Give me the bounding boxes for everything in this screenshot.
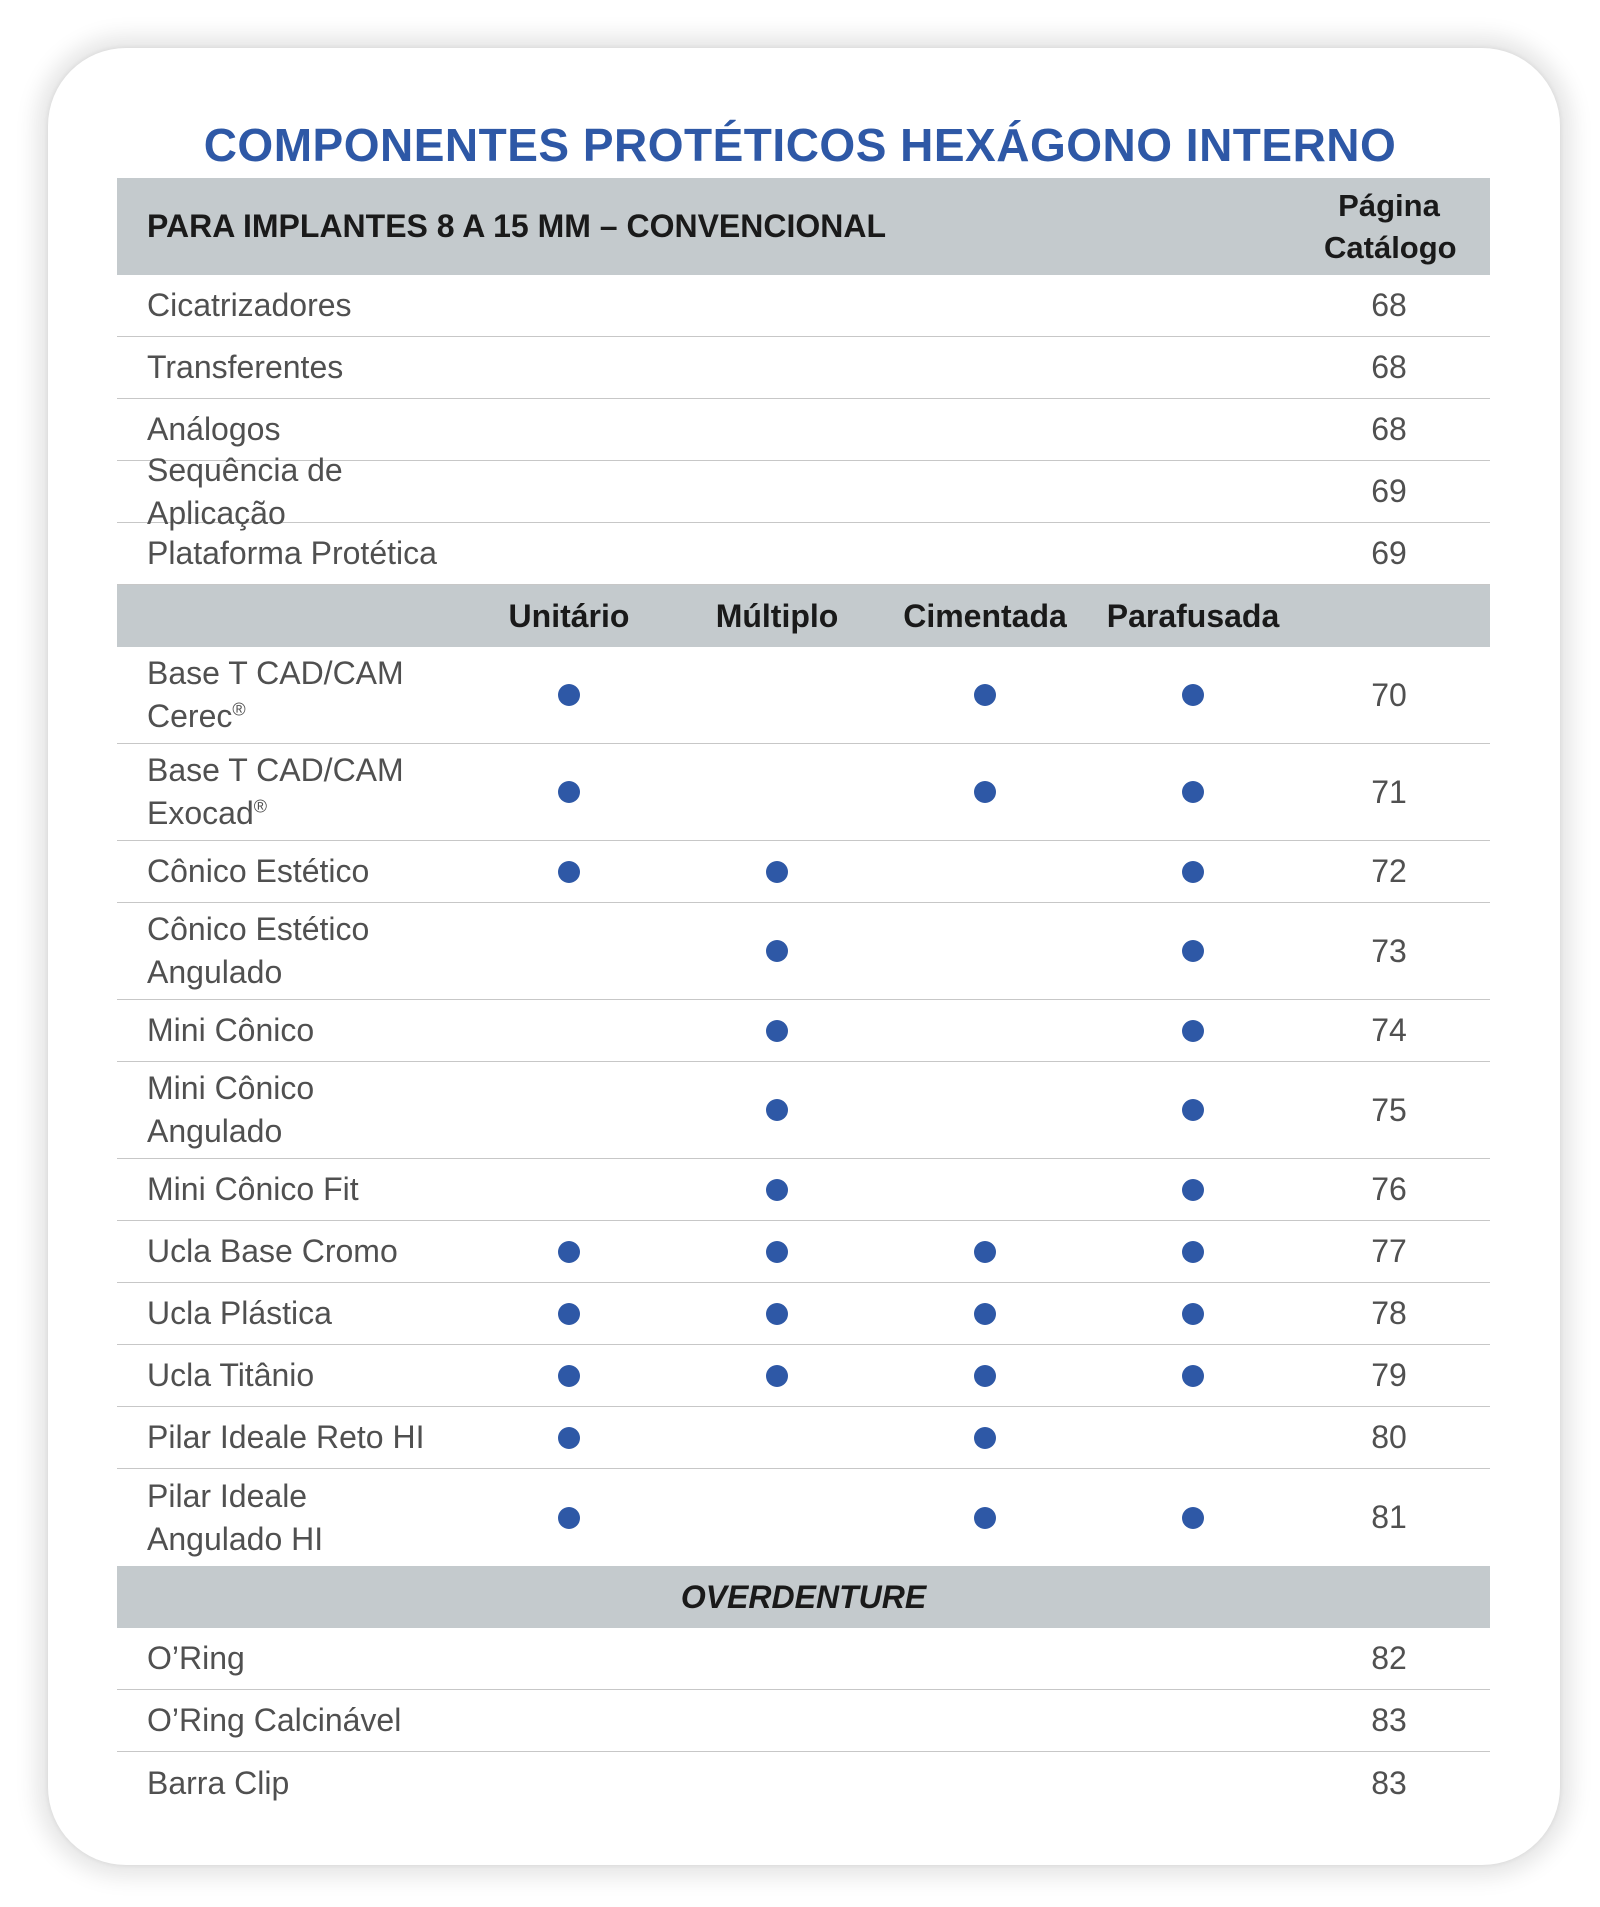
table-row: [117, 1690, 1490, 1752]
table-row: [117, 1221, 1490, 1283]
row-name: Análogos: [147, 411, 281, 447]
dot-mark-parafusada: [1182, 1020, 1204, 1042]
registered-mark: ®: [232, 699, 246, 720]
table-header-row: [117, 178, 1490, 275]
column-header-cimentada: Cimentada: [903, 597, 1067, 634]
dot-mark-cimentada: [974, 1241, 996, 1263]
row-name: Plataforma Protética: [147, 535, 437, 571]
overdenture-label: OVERDENTURE: [680, 1578, 927, 1615]
page-title: COMPONENTES PROTÉTICOS HEXÁGONO INTERNO: [203, 119, 1397, 171]
row-name: [147, 850, 487, 893]
row-name: [147, 1416, 487, 1459]
row-page-number: 74: [1371, 1012, 1407, 1048]
dot-mark-parafusada: [1182, 1365, 1204, 1387]
dot-mark-múltiplo: [766, 1099, 788, 1121]
row-page-number: 77: [1371, 1233, 1407, 1269]
dot-mark-cimentada: [974, 781, 996, 803]
row-name-line1: Cônico Estético: [147, 853, 370, 889]
dot-mark-cimentada: [974, 1365, 996, 1387]
dot-mark-múltiplo: [766, 940, 788, 962]
basic-rows: [117, 275, 1490, 585]
row-name-line1: Cônico Estético: [147, 911, 370, 947]
row-page-number: 75: [1371, 1091, 1407, 1128]
dot-mark-múltiplo: [766, 1303, 788, 1325]
row-page-number: 78: [1371, 1295, 1407, 1331]
row-name-line1: Base T CAD/CAM: [147, 655, 404, 691]
row-name-line2: Angulado: [147, 1113, 283, 1149]
row-name-line1: Mini Cônico: [147, 1012, 315, 1048]
row-name-line1: Ucla Plástica: [147, 1295, 332, 1331]
dot-mark-parafusada: [1182, 1099, 1204, 1121]
table-row: [117, 337, 1490, 399]
row-name: [147, 749, 487, 835]
row-page-number: 76: [1371, 1171, 1407, 1207]
component-rows: [117, 647, 1490, 1566]
row-page-number: 73: [1371, 932, 1407, 969]
table-row: [117, 744, 1490, 841]
row-name: [147, 1354, 487, 1397]
dot-mark-unitário: [558, 684, 580, 706]
row-page-number: 83: [1371, 1702, 1407, 1738]
row-name-line1: Base T CAD/CAM: [147, 752, 404, 788]
row-page-number: 80: [1371, 1419, 1407, 1455]
table-row: [117, 1159, 1490, 1221]
table-row: [117, 1628, 1490, 1690]
column-header-unitario: Unitário: [508, 597, 630, 634]
table-row: [117, 1752, 1490, 1814]
dot-mark-parafusada: [1182, 1241, 1204, 1263]
table-row: [117, 1345, 1490, 1407]
row-page-number: 68: [1371, 349, 1407, 385]
table-row: [117, 1062, 1490, 1159]
row-page-number: 69: [1371, 473, 1407, 509]
table-row: [117, 451, 1490, 531]
row-name-line1: Pilar Ideale Reto HI: [147, 1419, 425, 1455]
overdenture-rows: [117, 1628, 1490, 1814]
components-table: [117, 178, 1490, 1814]
row-name-line1: Pilar Ideale: [147, 1477, 308, 1514]
row-page-number: 71: [1371, 773, 1407, 810]
row-page-number: 70: [1371, 676, 1407, 713]
dot-mark-parafusada: [1182, 1507, 1204, 1529]
row-name: Barra Clip: [147, 1764, 290, 1801]
row-name: [147, 1230, 487, 1273]
table-row: [117, 647, 1490, 744]
dot-mark-múltiplo: [766, 861, 788, 883]
dot-mark-parafusada: [1182, 684, 1204, 706]
dot-mark-múltiplo: [766, 1020, 788, 1042]
row-page-number: 79: [1371, 1357, 1407, 1393]
dot-mark-parafusada: [1182, 1179, 1204, 1201]
table-row: [117, 275, 1490, 337]
dot-mark-unitário: [558, 1303, 580, 1325]
registered-mark: ®: [253, 796, 267, 817]
dot-mark-múltiplo: [766, 1241, 788, 1263]
dot-mark-cimentada: [974, 684, 996, 706]
row-name: [147, 908, 487, 994]
table-row: [117, 841, 1490, 903]
dot-mark-parafusada: [1182, 781, 1204, 803]
row-page-number: 69: [1371, 535, 1407, 571]
dot-mark-unitário: [558, 1365, 580, 1387]
row-name-line1: Mini Cônico: [147, 1070, 315, 1106]
column-header-multiplo: Múltiplo: [715, 597, 839, 634]
row-page-number: 68: [1371, 411, 1407, 447]
row-name-line2: Cerec: [147, 698, 233, 734]
dot-mark-unitário: [558, 1507, 580, 1529]
row-page-number: 82: [1371, 1640, 1407, 1676]
dot-mark-parafusada: [1182, 1303, 1204, 1325]
row-name-line1: Ucla Base Cromo: [147, 1233, 398, 1269]
row-name: O’Ring: [147, 1640, 245, 1676]
dot-mark-unitário: [558, 861, 580, 883]
row-name: [147, 652, 487, 738]
row-name: [147, 1168, 487, 1211]
dot-mark-parafusada: [1182, 940, 1204, 962]
table-row: [117, 1283, 1490, 1345]
row-name: Transferentes: [147, 349, 344, 385]
row-page-number: 81: [1371, 1499, 1407, 1535]
row-name: Cicatrizadores: [147, 287, 352, 323]
page-column-header-line2: Catálogo: [1324, 229, 1457, 265]
dot-mark-unitário: [558, 1427, 580, 1449]
dot-mark-parafusada: [1182, 861, 1204, 883]
columns-header-row: [117, 585, 1490, 647]
row-page-number: 83: [1371, 1764, 1407, 1801]
row-name-line2: Exocad: [147, 795, 254, 831]
page-column-header-line1: Página: [1338, 187, 1440, 223]
dot-mark-cimentada: [974, 1303, 996, 1325]
section-header-label: PARA IMPLANTES 8 A 15 MM – CONVENCIONAL: [147, 208, 887, 244]
row-name: [147, 1067, 487, 1153]
dot-mark-cimentada: [974, 1427, 996, 1449]
overdenture-header-row: [117, 1566, 1490, 1628]
row-page-number: 68: [1371, 287, 1407, 323]
row-name-line2: Angulado: [147, 954, 283, 990]
table-row: [117, 523, 1490, 585]
dot-mark-múltiplo: [766, 1365, 788, 1387]
row-name: [147, 1292, 487, 1335]
row-name-line1: Mini Cônico Fit: [147, 1171, 359, 1207]
row-name: O’Ring Calcinável: [147, 1702, 402, 1738]
row-page-number: 72: [1371, 853, 1407, 889]
page-column-header: [1324, 185, 1457, 269]
column-header-parafusada: Parafusada: [1106, 597, 1280, 634]
dot-mark-unitário: [558, 781, 580, 803]
table-row: [117, 1469, 1490, 1566]
row-name-line1: Ucla Titânio: [147, 1357, 315, 1393]
table-row: [117, 1407, 1490, 1469]
table-row: [117, 1000, 1490, 1062]
row-name: [147, 1475, 487, 1561]
row-name: [147, 1009, 487, 1052]
dot-mark-múltiplo: [766, 1179, 788, 1201]
dot-mark-cimentada: [974, 1507, 996, 1529]
dot-mark-unitário: [558, 1241, 580, 1263]
row-name-line2: Angulado HI: [147, 1520, 324, 1557]
row-name: Sequência de Aplicação: [147, 451, 343, 531]
table-row: [117, 903, 1490, 1000]
